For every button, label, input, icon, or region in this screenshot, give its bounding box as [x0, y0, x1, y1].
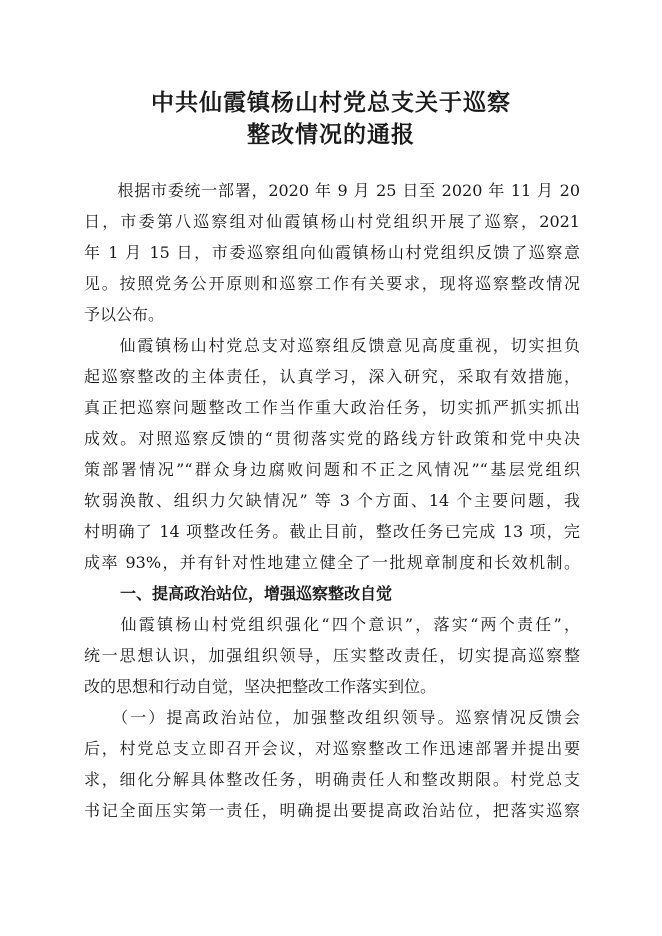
document-body	[84, 175, 580, 826]
document-title-line-1: 中共仙霞镇杨山村党总支关于巡察	[151, 89, 511, 116]
body-text-line: 软弱涣散、组织力欠缺情况” 等 3 个方面、14 个主要问题，我	[84, 491, 580, 510]
body-text-line: 成效。对照巡察反馈的“贯彻落实党的路线方针政策和党中央决	[84, 429, 580, 448]
body-text-line: 起巡察整改的主体责任，认真学习，深入研究，采取有效措施，	[84, 367, 580, 386]
body-text-line: 后，村党总支立即召开会议，对巡察整改工作迅速部署并提出要	[84, 739, 580, 758]
body-text-line: 成率 93%，并有针对性地建立健全了一批规章制度和长效机制。	[84, 553, 580, 572]
section-heading: 一、提高政治站位，增强巡察整改自觉	[120, 584, 393, 603]
body-text-line: 统一思想认识，加强组织领导，压实整改责任，切实提高巡察整	[84, 646, 580, 665]
body-text-line: 见。按照党务公开原则和巡察工作有关要求，现将巡察整改情况	[84, 274, 580, 293]
body-text-line: 日，市委第八巡察组对仙霞镇杨山村党组织开展了巡察，2021	[84, 212, 580, 231]
body-text-line: 予以公布。	[84, 305, 165, 324]
body-text-line: 真正把巡察问题整改工作当作重大政治任务，切实抓严抓实抓出	[84, 398, 580, 417]
body-text-line: 改的思想和行动自觉，坚决把整改工作落实到位。	[84, 677, 437, 696]
body-text-line: 根据市委统一部署，2020 年 9 月 25 日至 2020 年 11 月 20	[84, 181, 580, 200]
body-text-line: 村明确了 14 项整改任务。截止目前，整改任务已完成 13 项，完	[84, 522, 580, 541]
body-text-line: （一）提高政治站位，加强整改组织领导。巡察情况反馈会	[84, 708, 580, 727]
body-text-line: 书记全面压实第一责任，明确提出要提高政治站位，把落实巡察	[84, 801, 580, 820]
body-text-line: 策部署情况”“群众身边腐败问题和不正之风情况”“基层党组织	[84, 460, 580, 479]
body-text-line: 仙霞镇杨山村党组织强化“四个意识”，落实“两个责任”，	[84, 615, 580, 634]
document-title-line-2: 整改情况的通报	[247, 121, 415, 148]
body-text-line: 仙霞镇杨山村党总支对巡察组反馈意见高度重视，切实担负	[84, 336, 580, 355]
body-text-line: 年 1 月 15 日，市委巡察组向仙霞镇杨山村党组织反馈了巡察意	[84, 243, 580, 262]
body-text-line: 求，细化分解具体整改任务，明确责任人和整改期限。村党总支	[84, 770, 580, 789]
